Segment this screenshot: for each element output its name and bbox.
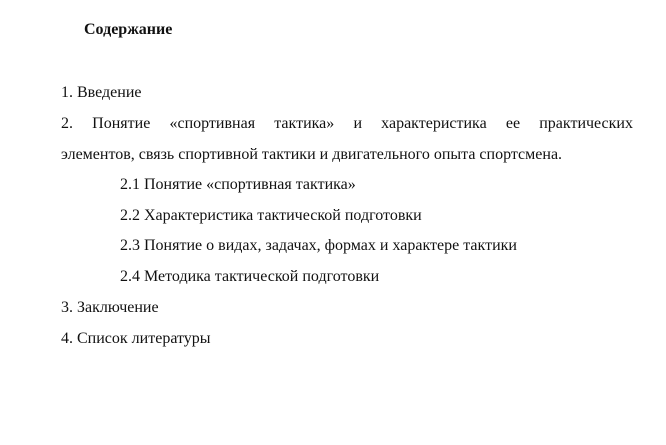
toc-item-references: 4. Список литературы xyxy=(61,330,211,347)
toc-subitem-2-3: 2.3 Понятие о видах, задачах, формах и характере тактики xyxy=(120,237,517,254)
toc-item-conclusion: 3. Заключение xyxy=(61,299,159,316)
toc-item-concept-line2: элементов, связь спортивной тактики и двигательного опыта спортсмена. xyxy=(61,146,563,163)
toc-item-concept-line1: 2. Понятие «спортивная тактика» и характеристика ее практических xyxy=(61,115,633,132)
toc-item-introduction: 1. Введение xyxy=(61,84,142,101)
toc-subitem-2-2: 2.2 Характеристика тактической подготовки xyxy=(120,207,422,224)
toc-title: Содержание xyxy=(84,21,173,38)
toc-subitem-2-1: 2.1 Понятие «спортивная тактика» xyxy=(120,176,356,193)
toc-subitem-2-4: 2.4 Методика тактической подготовки xyxy=(120,268,380,285)
